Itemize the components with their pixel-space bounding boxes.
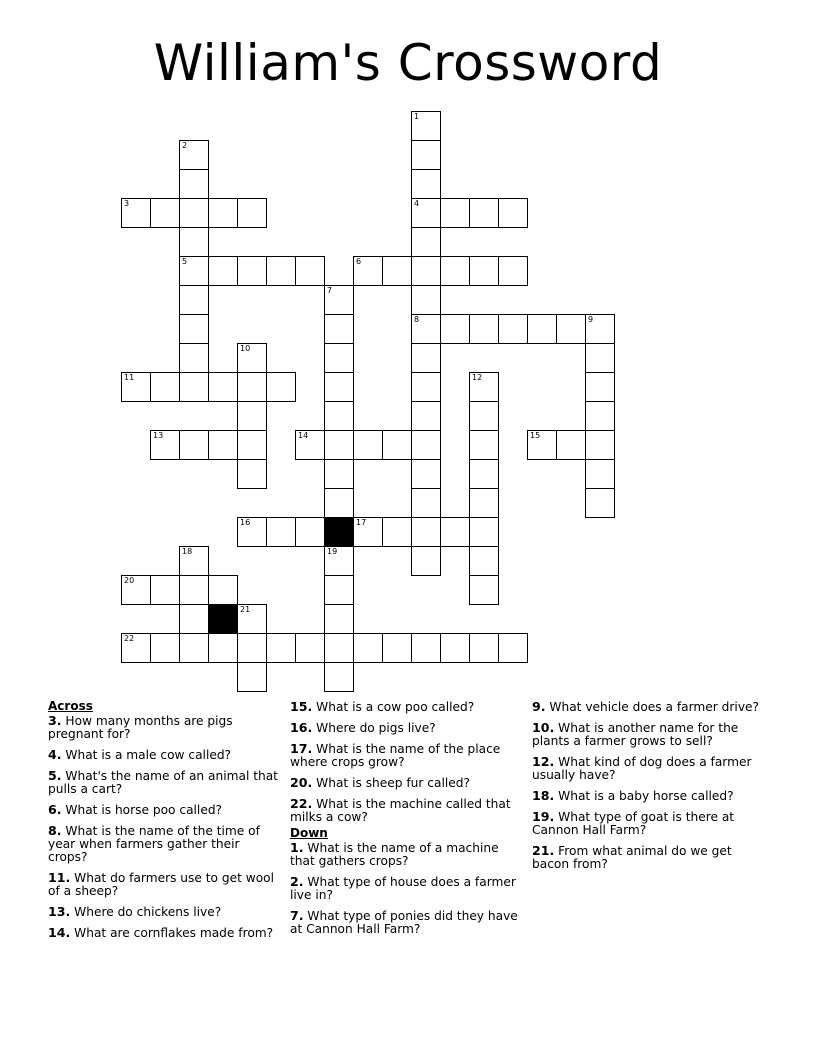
- grid-cell[interactable]: [150, 372, 180, 402]
- clue-text: Where do chickens live?: [70, 905, 222, 919]
- grid-cell[interactable]: [469, 372, 499, 402]
- clue-item: [48, 926, 278, 940]
- grid-cell[interactable]: [469, 314, 499, 344]
- grid-cell[interactable]: [556, 430, 586, 460]
- grid-cell[interactable]: [498, 198, 528, 228]
- clue-item: [532, 700, 762, 714]
- cell-number: 17: [356, 518, 367, 527]
- grid-cell[interactable]: [179, 546, 209, 576]
- clue-number: 19.: [532, 809, 555, 824]
- grid-cell[interactable]: [208, 256, 238, 286]
- clue-item: [48, 871, 278, 898]
- grid-cell[interactable]: [411, 372, 441, 402]
- grid-cell[interactable]: [527, 314, 557, 344]
- grid-cell[interactable]: [411, 227, 441, 257]
- cell-number: 15: [530, 431, 541, 440]
- grid-cell[interactable]: [585, 343, 615, 373]
- clue-number: 8.: [48, 823, 62, 838]
- cell-number: 19: [327, 547, 338, 556]
- clue-number: 5.: [48, 768, 62, 783]
- grid-cell[interactable]: [208, 575, 238, 605]
- grid-cell[interactable]: [411, 140, 441, 170]
- clue-number: 7.: [290, 908, 304, 923]
- grid-cell[interactable]: [295, 517, 325, 547]
- grid-cell[interactable]: [585, 314, 615, 344]
- clue-text: What is another name for the plants a farmer grows to sell?: [532, 721, 739, 748]
- across-clue-list-continued: [290, 700, 518, 824]
- grid-cell[interactable]: [498, 256, 528, 286]
- grid-cell[interactable]: [179, 285, 209, 315]
- cell-number: 1: [414, 112, 420, 121]
- grid-cell[interactable]: [179, 604, 209, 634]
- grid-cell[interactable]: [150, 198, 180, 228]
- cell-number: 3: [124, 199, 130, 208]
- cell-number: 7: [327, 286, 333, 295]
- grid-cell[interactable]: [411, 343, 441, 373]
- grid-cell[interactable]: [237, 256, 267, 286]
- clue-item: [290, 909, 518, 936]
- grid-cell[interactable]: [411, 401, 441, 431]
- grid-cell[interactable]: [179, 198, 209, 228]
- grid-cell[interactable]: [469, 198, 499, 228]
- grid-cell[interactable]: [237, 459, 267, 489]
- grid-cell[interactable]: [585, 401, 615, 431]
- down-clue-list-continued: [532, 700, 762, 871]
- clue-item: [48, 769, 278, 796]
- clue-item: [48, 905, 278, 919]
- clues-column-2: [290, 700, 518, 943]
- cell-number: 20: [124, 576, 135, 585]
- clue-item: [290, 875, 518, 902]
- grid-cell[interactable]: [121, 633, 151, 663]
- grid-cell[interactable]: [527, 430, 557, 460]
- across-clue-list: [48, 714, 278, 940]
- grid-cell[interactable]: [411, 546, 441, 576]
- grid-cell[interactable]: [411, 198, 441, 228]
- clue-number: 18.: [532, 788, 555, 803]
- clue-text: What are cornflakes made from?: [70, 926, 274, 940]
- grid-cell[interactable]: [353, 517, 383, 547]
- black-cell: [324, 517, 354, 547]
- grid-cell[interactable]: [324, 314, 354, 344]
- grid-cell[interactable]: [469, 430, 499, 460]
- grid-cell[interactable]: [411, 256, 441, 286]
- clue-text: What's the name of an animal that pulls a cart?: [48, 769, 278, 796]
- clue-number: 12.: [532, 754, 555, 769]
- grid-cell[interactable]: [179, 430, 209, 460]
- clue-item: [48, 824, 278, 864]
- grid-cell[interactable]: [266, 517, 296, 547]
- clues-column-1: [48, 700, 278, 947]
- grid-cell[interactable]: [382, 430, 412, 460]
- grid-cell[interactable]: [440, 517, 470, 547]
- cell-number: 22: [124, 634, 135, 643]
- grid-cell[interactable]: [353, 256, 383, 286]
- cell-number: 6: [356, 257, 362, 266]
- grid-cell[interactable]: [266, 372, 296, 402]
- clues-column-3: [532, 700, 762, 878]
- grid-cell[interactable]: [237, 372, 267, 402]
- grid-cell[interactable]: [411, 633, 441, 663]
- clue-number: 6.: [48, 802, 62, 817]
- page-title: William's Crossword: [153, 34, 663, 92]
- clue-text: What is a cow poo called?: [312, 700, 475, 714]
- grid-cell[interactable]: [208, 198, 238, 228]
- clue-text: How many months are pigs pregnant for?: [48, 714, 233, 741]
- clue-text: What kind of dog does a farmer usually have?: [532, 755, 752, 782]
- clue-text: What vehicle does a farmer drive?: [545, 700, 759, 714]
- clue-text: What is the name of a machine that gathers crops?: [290, 841, 499, 868]
- clue-text: What is the machine called that milks a cow?: [290, 797, 511, 824]
- clue-item: [532, 789, 762, 803]
- grid-cell[interactable]: [179, 633, 209, 663]
- clue-number: 17.: [290, 741, 313, 756]
- clue-item: [290, 742, 518, 769]
- grid-cell[interactable]: [295, 256, 325, 286]
- grid-cell[interactable]: [440, 198, 470, 228]
- grid-cell[interactable]: [585, 430, 615, 460]
- grid-cell[interactable]: [295, 430, 325, 460]
- grid-cell[interactable]: [469, 575, 499, 605]
- grid-cell[interactable]: [469, 488, 499, 518]
- grid-cell[interactable]: [411, 488, 441, 518]
- grid-cell[interactable]: [237, 198, 267, 228]
- grid-cell[interactable]: [498, 633, 528, 663]
- grid-cell[interactable]: [498, 314, 528, 344]
- grid-cell[interactable]: [324, 372, 354, 402]
- clue-number: 16.: [290, 720, 313, 735]
- grid-cell[interactable]: [411, 517, 441, 547]
- grid-cell[interactable]: [469, 459, 499, 489]
- grid-cell[interactable]: [179, 343, 209, 373]
- clue-number: 2.: [290, 874, 304, 889]
- clue-number: 14.: [48, 925, 71, 940]
- clue-item: [290, 700, 518, 714]
- grid-cell[interactable]: [208, 633, 238, 663]
- clue-text: What do farmers use to get wool of a sheep?: [48, 871, 275, 898]
- clue-number: 21.: [532, 843, 555, 858]
- clue-number: 13.: [48, 904, 71, 919]
- clue-number: 3.: [48, 713, 62, 728]
- clue-item: [48, 803, 278, 817]
- clue-text: What is a baby horse called?: [554, 789, 734, 803]
- grid-cell[interactable]: [469, 633, 499, 663]
- grid-cell[interactable]: [150, 633, 180, 663]
- grid-cell[interactable]: [179, 227, 209, 257]
- grid-cell[interactable]: [324, 575, 354, 605]
- clue-number: 1.: [290, 840, 304, 855]
- cell-number: 8: [414, 315, 420, 324]
- clue-text: What type of goat is there at Cannon Hall Farm?: [532, 810, 735, 837]
- clue-text: What is sheep fur called?: [312, 776, 470, 790]
- clue-number: 9.: [532, 699, 546, 714]
- grid-cell[interactable]: [324, 604, 354, 634]
- grid-cell[interactable]: [237, 430, 267, 460]
- clue-number: 10.: [532, 720, 555, 735]
- clue-item: [532, 721, 762, 748]
- grid-cell[interactable]: [324, 488, 354, 518]
- grid-cell[interactable]: [353, 430, 383, 460]
- grid-cell[interactable]: [469, 517, 499, 547]
- grid-cell[interactable]: [179, 372, 209, 402]
- grid-cell[interactable]: [353, 633, 383, 663]
- grid-cell[interactable]: [121, 372, 151, 402]
- cell-number: 13: [153, 431, 164, 440]
- grid-cell[interactable]: [324, 662, 354, 692]
- black-cell: [208, 604, 238, 634]
- cell-number: 2: [182, 141, 188, 150]
- cell-number: 11: [124, 373, 135, 382]
- grid-cell[interactable]: [440, 256, 470, 286]
- grid-cell[interactable]: [411, 285, 441, 315]
- grid-cell[interactable]: [469, 401, 499, 431]
- grid-cell[interactable]: [179, 314, 209, 344]
- clue-number: 20.: [290, 775, 313, 790]
- cell-number: 9: [588, 315, 594, 324]
- grid-cell[interactable]: [382, 633, 412, 663]
- clue-item: [290, 721, 518, 735]
- grid-cell[interactable]: [121, 198, 151, 228]
- grid-cell[interactable]: [179, 256, 209, 286]
- clue-item: [48, 714, 278, 741]
- grid-cell[interactable]: [469, 256, 499, 286]
- grid-cell[interactable]: [208, 430, 238, 460]
- grid-cell[interactable]: [324, 430, 354, 460]
- clue-text: What type of house does a farmer live in?: [290, 875, 516, 902]
- grid-cell[interactable]: [237, 343, 267, 373]
- grid-cell[interactable]: [382, 256, 412, 286]
- grid-cell[interactable]: [324, 633, 354, 663]
- clue-text: What type of ponies did they have at Cannon Hall Farm?: [290, 909, 518, 936]
- down-heading: Down: [290, 826, 328, 840]
- cell-number: 4: [414, 199, 420, 208]
- clue-item: [290, 841, 518, 868]
- clue-item: [290, 797, 518, 824]
- clue-item: [48, 748, 278, 762]
- clue-text: What is a male cow called?: [61, 748, 232, 762]
- clue-text: Where do pigs live?: [312, 721, 436, 735]
- clue-number: 22.: [290, 796, 313, 811]
- clue-text: What is the name of the place where crops grow?: [290, 742, 501, 769]
- clue-item: [290, 776, 518, 790]
- grid-cell[interactable]: [266, 633, 296, 663]
- clue-item: [532, 844, 762, 871]
- grid-cell[interactable]: [324, 343, 354, 373]
- grid-cell[interactable]: [237, 604, 267, 634]
- grid-cell[interactable]: [585, 459, 615, 489]
- grid-cell[interactable]: [150, 430, 180, 460]
- across-heading: Across: [48, 699, 93, 713]
- cell-number: 14: [298, 431, 309, 440]
- clue-number: 15.: [290, 699, 313, 714]
- cell-number: 16: [240, 518, 251, 527]
- grid-cell[interactable]: [411, 169, 441, 199]
- grid-cell[interactable]: [382, 517, 412, 547]
- grid-cell[interactable]: [440, 314, 470, 344]
- grid-cell[interactable]: [556, 314, 586, 344]
- grid-cell[interactable]: [585, 372, 615, 402]
- cell-number: 5: [182, 257, 188, 266]
- clue-item: [532, 755, 762, 782]
- clue-text: What is the name of the time of year when farmers gather their crops?: [48, 824, 260, 864]
- grid-cell[interactable]: [440, 633, 470, 663]
- grid-cell[interactable]: [324, 285, 354, 315]
- grid-cell[interactable]: [237, 662, 267, 692]
- grid-cell[interactable]: [411, 111, 441, 141]
- grid-cell[interactable]: [324, 546, 354, 576]
- grid-cell[interactable]: [324, 459, 354, 489]
- grid-cell[interactable]: [411, 430, 441, 460]
- grid-cell[interactable]: [324, 401, 354, 431]
- down-clue-list: [290, 841, 518, 936]
- clue-number: 11.: [48, 870, 71, 885]
- grid-cell[interactable]: [237, 517, 267, 547]
- grid-cell[interactable]: [179, 140, 209, 170]
- grid-cell[interactable]: [295, 633, 325, 663]
- grid-cell[interactable]: [179, 169, 209, 199]
- clue-text: From what animal do we get bacon from?: [532, 844, 732, 871]
- grid-cell[interactable]: [237, 401, 267, 431]
- grid-cell[interactable]: [411, 459, 441, 489]
- grid-cell[interactable]: [585, 488, 615, 518]
- clue-number: 4.: [48, 747, 62, 762]
- grid-cell[interactable]: [208, 372, 238, 402]
- grid-cell[interactable]: [237, 633, 267, 663]
- clue-item: [532, 810, 762, 837]
- grid-cell[interactable]: [411, 314, 441, 344]
- clue-text: What is horse poo called?: [61, 803, 223, 817]
- grid-cell[interactable]: [150, 575, 180, 605]
- cell-number: 18: [182, 547, 193, 556]
- grid-cell[interactable]: [469, 546, 499, 576]
- grid-cell[interactable]: [121, 575, 151, 605]
- cell-number: 12: [472, 373, 483, 382]
- grid-cell[interactable]: [266, 256, 296, 286]
- grid-cell[interactable]: [179, 575, 209, 605]
- cell-number: 10: [240, 344, 251, 353]
- cell-number: 21: [240, 605, 251, 614]
